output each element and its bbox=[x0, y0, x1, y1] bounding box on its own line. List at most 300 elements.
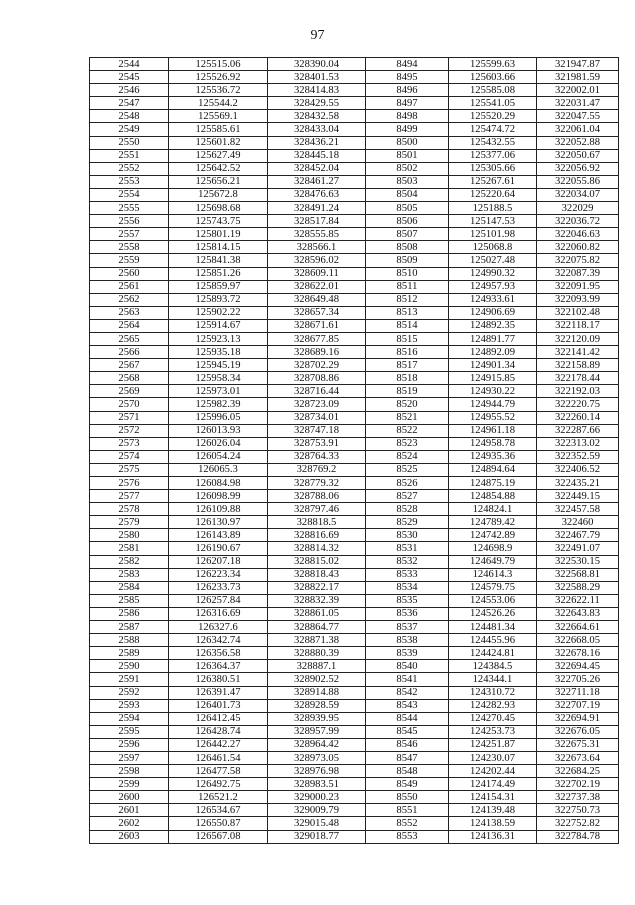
table-row bbox=[90, 503, 619, 516]
x-coordinate-cell: 124930.22 bbox=[449, 385, 537, 398]
point-number-cell: 8512 bbox=[366, 293, 449, 306]
table-row bbox=[90, 280, 619, 293]
y-coordinate-cell: 328797.46 bbox=[268, 503, 366, 516]
table-row bbox=[90, 660, 619, 673]
x-coordinate-cell: 125698.68 bbox=[169, 202, 268, 215]
x-coordinate-cell: 125541.05 bbox=[449, 97, 537, 110]
x-coordinate-cell: 125859.97 bbox=[169, 280, 268, 293]
y-coordinate-cell: 328622.01 bbox=[268, 280, 366, 293]
y-coordinate-cell: 328445.18 bbox=[268, 149, 366, 162]
y-coordinate-cell: 322091.95 bbox=[537, 280, 619, 293]
point-number-cell: 8542 bbox=[366, 686, 449, 699]
point-number-cell: 8503 bbox=[366, 175, 449, 188]
table-row bbox=[90, 110, 619, 123]
point-number-cell: 2563 bbox=[90, 306, 169, 319]
point-number-cell: 2551 bbox=[90, 149, 169, 162]
y-coordinate-cell: 322752.82 bbox=[537, 817, 619, 830]
table-row bbox=[90, 319, 619, 332]
point-number-cell: 2601 bbox=[90, 804, 169, 817]
y-coordinate-cell: 322530.15 bbox=[537, 555, 619, 568]
y-coordinate-cell: 328517.84 bbox=[268, 215, 366, 228]
table-row bbox=[90, 346, 619, 359]
x-coordinate-cell: 126143.89 bbox=[169, 529, 268, 542]
y-coordinate-cell: 328864.77 bbox=[268, 621, 366, 634]
y-coordinate-cell: 322055.86 bbox=[537, 175, 619, 188]
y-coordinate-cell: 322052.88 bbox=[537, 136, 619, 149]
y-coordinate-cell: 322435.21 bbox=[537, 477, 619, 490]
y-coordinate-cell: 328814.32 bbox=[268, 542, 366, 555]
y-coordinate-cell: 328657.34 bbox=[268, 306, 366, 319]
point-number-cell: 2592 bbox=[90, 686, 169, 699]
point-number-cell: 2597 bbox=[90, 751, 169, 764]
coordinate-table bbox=[89, 57, 619, 844]
point-number-cell: 2562 bbox=[90, 293, 169, 306]
table-row bbox=[90, 516, 619, 529]
page-number: 97 bbox=[310, 28, 325, 43]
x-coordinate-cell: 124526.26 bbox=[449, 607, 537, 620]
x-coordinate-cell: 126026.04 bbox=[169, 437, 268, 450]
table-row bbox=[90, 542, 619, 555]
point-number-cell: 2559 bbox=[90, 254, 169, 267]
y-coordinate-cell: 328702.29 bbox=[268, 359, 366, 372]
x-coordinate-cell: 125474.72 bbox=[449, 123, 537, 136]
table-row bbox=[90, 71, 619, 84]
y-coordinate-cell: 322467.79 bbox=[537, 529, 619, 542]
table-row bbox=[90, 621, 619, 634]
y-coordinate-cell: 322192.03 bbox=[537, 385, 619, 398]
y-coordinate-cell: 322673.64 bbox=[537, 751, 619, 764]
point-number-cell: 8496 bbox=[366, 84, 449, 97]
point-number-cell: 2569 bbox=[90, 385, 169, 398]
table-row bbox=[90, 215, 619, 228]
x-coordinate-cell: 124614.3 bbox=[449, 568, 537, 581]
y-coordinate-cell: 322178.44 bbox=[537, 372, 619, 385]
x-coordinate-cell: 124933.61 bbox=[449, 293, 537, 306]
table-row bbox=[90, 568, 619, 581]
table-row bbox=[90, 817, 619, 830]
y-coordinate-cell: 322120.09 bbox=[537, 332, 619, 345]
x-coordinate-cell: 124698.9 bbox=[449, 542, 537, 555]
y-coordinate-cell: 321947.87 bbox=[537, 58, 619, 71]
x-coordinate-cell: 124892.09 bbox=[449, 346, 537, 359]
point-number-cell: 2602 bbox=[90, 817, 169, 830]
point-number-cell: 8534 bbox=[366, 581, 449, 594]
point-number-cell: 8530 bbox=[366, 529, 449, 542]
y-coordinate-cell: 328822.17 bbox=[268, 581, 366, 594]
x-coordinate-cell: 126327.6 bbox=[169, 621, 268, 634]
y-coordinate-cell: 322046.63 bbox=[537, 228, 619, 241]
y-coordinate-cell: 329009.79 bbox=[268, 804, 366, 817]
x-coordinate-cell: 126391.47 bbox=[169, 686, 268, 699]
y-coordinate-cell: 322060.82 bbox=[537, 241, 619, 254]
x-coordinate-cell: 126013.93 bbox=[169, 424, 268, 437]
x-coordinate-cell: 126054.24 bbox=[169, 450, 268, 463]
point-number-cell: 8498 bbox=[366, 110, 449, 123]
point-number-cell: 8528 bbox=[366, 503, 449, 516]
point-number-cell: 8504 bbox=[366, 188, 449, 201]
point-number-cell: 2595 bbox=[90, 725, 169, 738]
x-coordinate-cell: 126207.18 bbox=[169, 555, 268, 568]
point-number-cell: 2566 bbox=[90, 346, 169, 359]
point-number-cell: 8518 bbox=[366, 372, 449, 385]
point-number-cell: 2547 bbox=[90, 97, 169, 110]
y-coordinate-cell: 322036.72 bbox=[537, 215, 619, 228]
x-coordinate-cell: 124742.89 bbox=[449, 529, 537, 542]
point-number-cell: 8547 bbox=[366, 751, 449, 764]
point-number-cell: 8535 bbox=[366, 594, 449, 607]
x-coordinate-cell: 125220.64 bbox=[449, 188, 537, 201]
x-coordinate-cell: 124230.07 bbox=[449, 751, 537, 764]
y-coordinate-cell: 322622.11 bbox=[537, 594, 619, 607]
y-coordinate-cell: 328818.5 bbox=[268, 516, 366, 529]
point-number-cell: 2568 bbox=[90, 372, 169, 385]
table-row bbox=[90, 293, 619, 306]
y-coordinate-cell: 328957.99 bbox=[268, 725, 366, 738]
x-coordinate-cell: 126233.73 bbox=[169, 581, 268, 594]
y-coordinate-cell: 322711.18 bbox=[537, 686, 619, 699]
point-number-cell: 8550 bbox=[366, 791, 449, 804]
x-coordinate-cell: 125982.39 bbox=[169, 398, 268, 411]
x-coordinate-cell: 125536.72 bbox=[169, 84, 268, 97]
table-row bbox=[90, 228, 619, 241]
point-number-cell: 2572 bbox=[90, 424, 169, 437]
x-coordinate-cell: 124906.69 bbox=[449, 306, 537, 319]
x-coordinate-cell: 126380.51 bbox=[169, 673, 268, 686]
x-coordinate-cell: 125672.8 bbox=[169, 188, 268, 201]
y-coordinate-cell: 328764.33 bbox=[268, 450, 366, 463]
x-coordinate-cell: 125841.38 bbox=[169, 254, 268, 267]
x-coordinate-cell: 124824.1 bbox=[449, 503, 537, 516]
table-row bbox=[90, 791, 619, 804]
point-number-cell: 2553 bbox=[90, 175, 169, 188]
point-number-cell: 8520 bbox=[366, 398, 449, 411]
x-coordinate-cell: 124344.1 bbox=[449, 673, 537, 686]
x-coordinate-cell: 126223.34 bbox=[169, 568, 268, 581]
point-number-cell: 8505 bbox=[366, 202, 449, 215]
point-number-cell: 8525 bbox=[366, 463, 449, 476]
table-row bbox=[90, 254, 619, 267]
x-coordinate-cell: 126190.67 bbox=[169, 542, 268, 555]
point-number-cell: 2582 bbox=[90, 555, 169, 568]
x-coordinate-cell: 124455.96 bbox=[449, 634, 537, 647]
x-coordinate-cell: 125814.15 bbox=[169, 241, 268, 254]
y-coordinate-cell: 322750.73 bbox=[537, 804, 619, 817]
point-number-cell: 2591 bbox=[90, 673, 169, 686]
x-coordinate-cell: 126428.74 bbox=[169, 725, 268, 738]
x-coordinate-cell: 126442.27 bbox=[169, 738, 268, 751]
x-coordinate-cell: 126461.54 bbox=[169, 751, 268, 764]
point-number-cell: 2599 bbox=[90, 778, 169, 791]
point-number-cell: 2584 bbox=[90, 581, 169, 594]
table-row bbox=[90, 437, 619, 450]
y-coordinate-cell: 322707.19 bbox=[537, 699, 619, 712]
x-coordinate-cell: 126412.45 bbox=[169, 712, 268, 725]
y-coordinate-cell: 322694.91 bbox=[537, 712, 619, 725]
point-number-cell: 8531 bbox=[366, 542, 449, 555]
x-coordinate-cell: 125996.05 bbox=[169, 411, 268, 424]
x-coordinate-cell: 125914.67 bbox=[169, 319, 268, 332]
table-row bbox=[90, 490, 619, 503]
y-coordinate-cell: 328433.04 bbox=[268, 123, 366, 136]
x-coordinate-cell: 124894.64 bbox=[449, 463, 537, 476]
table-row bbox=[90, 778, 619, 791]
point-number-cell: 2588 bbox=[90, 634, 169, 647]
point-number-cell: 2557 bbox=[90, 228, 169, 241]
x-coordinate-cell: 125027.48 bbox=[449, 254, 537, 267]
point-number-cell: 2548 bbox=[90, 110, 169, 123]
table-row bbox=[90, 581, 619, 594]
point-number-cell: 2561 bbox=[90, 280, 169, 293]
table-row bbox=[90, 188, 619, 201]
point-number-cell: 8526 bbox=[366, 477, 449, 490]
y-coordinate-cell: 328983.51 bbox=[268, 778, 366, 791]
y-coordinate-cell: 328816.69 bbox=[268, 529, 366, 542]
x-coordinate-cell: 125305.66 bbox=[449, 162, 537, 175]
x-coordinate-cell: 126477.58 bbox=[169, 765, 268, 778]
x-coordinate-cell: 125599.63 bbox=[449, 58, 537, 71]
point-number-cell: 8519 bbox=[366, 385, 449, 398]
x-coordinate-cell: 125656.21 bbox=[169, 175, 268, 188]
x-coordinate-cell: 125569.1 bbox=[169, 110, 268, 123]
x-coordinate-cell: 124154.31 bbox=[449, 791, 537, 804]
y-coordinate-cell: 328555.85 bbox=[268, 228, 366, 241]
table-row bbox=[90, 647, 619, 660]
x-coordinate-cell: 124139.48 bbox=[449, 804, 537, 817]
point-number-cell: 8502 bbox=[366, 162, 449, 175]
point-number-cell: 2578 bbox=[90, 503, 169, 516]
point-number-cell: 2576 bbox=[90, 477, 169, 490]
y-coordinate-cell: 322676.05 bbox=[537, 725, 619, 738]
point-number-cell: 2564 bbox=[90, 319, 169, 332]
y-coordinate-cell: 328902.52 bbox=[268, 673, 366, 686]
x-coordinate-cell: 126130.97 bbox=[169, 516, 268, 529]
x-coordinate-cell: 125743.75 bbox=[169, 215, 268, 228]
point-number-cell: 8536 bbox=[366, 607, 449, 620]
point-number-cell: 8507 bbox=[366, 228, 449, 241]
table-row bbox=[90, 686, 619, 699]
table-row bbox=[90, 607, 619, 620]
y-coordinate-cell: 328491.24 bbox=[268, 202, 366, 215]
x-coordinate-cell: 124915.85 bbox=[449, 372, 537, 385]
y-coordinate-cell: 322002.01 bbox=[537, 84, 619, 97]
y-coordinate-cell: 328609.11 bbox=[268, 267, 366, 280]
point-number-cell: 8548 bbox=[366, 765, 449, 778]
y-coordinate-cell: 329018.77 bbox=[268, 830, 366, 843]
y-coordinate-cell: 328414.83 bbox=[268, 84, 366, 97]
y-coordinate-cell: 328887.1 bbox=[268, 660, 366, 673]
point-number-cell: 2554 bbox=[90, 188, 169, 201]
point-number-cell: 2603 bbox=[90, 830, 169, 843]
x-coordinate-cell: 124854.88 bbox=[449, 490, 537, 503]
point-number-cell: 8533 bbox=[366, 568, 449, 581]
table-row bbox=[90, 267, 619, 280]
table-row bbox=[90, 332, 619, 345]
x-coordinate-cell: 124961.18 bbox=[449, 424, 537, 437]
x-coordinate-cell: 126257.84 bbox=[169, 594, 268, 607]
point-number-cell: 2580 bbox=[90, 529, 169, 542]
table-row bbox=[90, 463, 619, 476]
y-coordinate-cell: 322260.14 bbox=[537, 411, 619, 424]
x-coordinate-cell: 125068.8 bbox=[449, 241, 537, 254]
y-coordinate-cell: 328677.85 bbox=[268, 332, 366, 345]
point-number-cell: 2575 bbox=[90, 463, 169, 476]
y-coordinate-cell: 322087.39 bbox=[537, 267, 619, 280]
x-coordinate-cell: 124579.75 bbox=[449, 581, 537, 594]
x-coordinate-cell: 124253.73 bbox=[449, 725, 537, 738]
x-coordinate-cell: 124136.31 bbox=[449, 830, 537, 843]
y-coordinate-cell: 328461.27 bbox=[268, 175, 366, 188]
x-coordinate-cell: 124202.44 bbox=[449, 765, 537, 778]
y-coordinate-cell: 329000.23 bbox=[268, 791, 366, 804]
point-number-cell: 2598 bbox=[90, 765, 169, 778]
table-row bbox=[90, 398, 619, 411]
point-number-cell: 8529 bbox=[366, 516, 449, 529]
table-row bbox=[90, 202, 619, 215]
point-number-cell: 8497 bbox=[366, 97, 449, 110]
table-row bbox=[90, 634, 619, 647]
point-number-cell: 2594 bbox=[90, 712, 169, 725]
x-coordinate-cell: 125973.01 bbox=[169, 385, 268, 398]
x-coordinate-cell: 124957.93 bbox=[449, 280, 537, 293]
x-coordinate-cell: 124174.49 bbox=[449, 778, 537, 791]
y-coordinate-cell: 328401.53 bbox=[268, 71, 366, 84]
x-coordinate-cell: 124138.59 bbox=[449, 817, 537, 830]
y-coordinate-cell: 322220.75 bbox=[537, 398, 619, 411]
point-number-cell: 8546 bbox=[366, 738, 449, 751]
point-number-cell: 8494 bbox=[366, 58, 449, 71]
x-coordinate-cell: 124958.78 bbox=[449, 437, 537, 450]
table-row bbox=[90, 477, 619, 490]
y-coordinate-cell: 322668.05 bbox=[537, 634, 619, 647]
y-coordinate-cell: 328432.58 bbox=[268, 110, 366, 123]
y-coordinate-cell: 328436.21 bbox=[268, 136, 366, 149]
y-coordinate-cell: 322061.04 bbox=[537, 123, 619, 136]
point-number-cell: 2574 bbox=[90, 450, 169, 463]
y-coordinate-cell: 322664.61 bbox=[537, 621, 619, 634]
point-number-cell: 2567 bbox=[90, 359, 169, 372]
x-coordinate-cell: 125601.82 bbox=[169, 136, 268, 149]
table-row bbox=[90, 673, 619, 686]
y-coordinate-cell: 322031.47 bbox=[537, 97, 619, 110]
table-row bbox=[90, 136, 619, 149]
point-number-cell: 8516 bbox=[366, 346, 449, 359]
point-number-cell: 8508 bbox=[366, 241, 449, 254]
y-coordinate-cell: 322643.83 bbox=[537, 607, 619, 620]
point-number-cell: 8517 bbox=[366, 359, 449, 372]
x-coordinate-cell: 125642.52 bbox=[169, 162, 268, 175]
table-row bbox=[90, 149, 619, 162]
y-coordinate-cell: 328390.04 bbox=[268, 58, 366, 71]
x-coordinate-cell: 124892.35 bbox=[449, 319, 537, 332]
x-coordinate-cell: 124935.36 bbox=[449, 450, 537, 463]
y-coordinate-cell: 322406.52 bbox=[537, 463, 619, 476]
y-coordinate-cell: 322047.55 bbox=[537, 110, 619, 123]
y-coordinate-cell: 322158.89 bbox=[537, 359, 619, 372]
table-row bbox=[90, 594, 619, 607]
point-number-cell: 8543 bbox=[366, 699, 449, 712]
table-row bbox=[90, 529, 619, 542]
x-coordinate-cell: 126098.99 bbox=[169, 490, 268, 503]
x-coordinate-cell: 126534.67 bbox=[169, 804, 268, 817]
table-row bbox=[90, 162, 619, 175]
x-coordinate-cell: 125902.22 bbox=[169, 306, 268, 319]
point-number-cell: 8551 bbox=[366, 804, 449, 817]
y-coordinate-cell: 322449.15 bbox=[537, 490, 619, 503]
y-coordinate-cell: 328788.06 bbox=[268, 490, 366, 503]
y-coordinate-cell: 328914.88 bbox=[268, 686, 366, 699]
table-row bbox=[90, 725, 619, 738]
point-number-cell: 8537 bbox=[366, 621, 449, 634]
x-coordinate-cell: 125267.61 bbox=[449, 175, 537, 188]
point-number-cell: 2549 bbox=[90, 123, 169, 136]
x-coordinate-cell: 126356.58 bbox=[169, 647, 268, 660]
point-number-cell: 2589 bbox=[90, 647, 169, 660]
point-number-cell: 8506 bbox=[366, 215, 449, 228]
x-coordinate-cell: 124649.79 bbox=[449, 555, 537, 568]
point-number-cell: 8515 bbox=[366, 332, 449, 345]
x-coordinate-cell: 124990.32 bbox=[449, 267, 537, 280]
y-coordinate-cell: 328818.43 bbox=[268, 568, 366, 581]
x-coordinate-cell: 124424.81 bbox=[449, 647, 537, 660]
point-number-cell: 8513 bbox=[366, 306, 449, 319]
y-coordinate-cell: 328964.42 bbox=[268, 738, 366, 751]
point-number-cell: 8509 bbox=[366, 254, 449, 267]
y-coordinate-cell: 322287.66 bbox=[537, 424, 619, 437]
point-number-cell: 2544 bbox=[90, 58, 169, 71]
y-coordinate-cell: 322684.25 bbox=[537, 765, 619, 778]
point-number-cell: 8552 bbox=[366, 817, 449, 830]
x-coordinate-cell: 125585.08 bbox=[449, 84, 537, 97]
y-coordinate-cell: 322702.19 bbox=[537, 778, 619, 791]
y-coordinate-cell: 322075.82 bbox=[537, 254, 619, 267]
x-coordinate-cell: 124251.87 bbox=[449, 738, 537, 751]
y-coordinate-cell: 328928.59 bbox=[268, 699, 366, 712]
x-coordinate-cell: 126342.74 bbox=[169, 634, 268, 647]
point-number-cell: 8544 bbox=[366, 712, 449, 725]
y-coordinate-cell: 322694.45 bbox=[537, 660, 619, 673]
y-coordinate-cell: 321981.59 bbox=[537, 71, 619, 84]
x-coordinate-cell: 126567.08 bbox=[169, 830, 268, 843]
coordinate-table-body bbox=[90, 58, 619, 844]
y-coordinate-cell: 328939.95 bbox=[268, 712, 366, 725]
x-coordinate-cell: 125147.53 bbox=[449, 215, 537, 228]
point-number-cell: 8524 bbox=[366, 450, 449, 463]
table-row bbox=[90, 751, 619, 764]
x-coordinate-cell: 125923.13 bbox=[169, 332, 268, 345]
y-coordinate-cell: 322784.78 bbox=[537, 830, 619, 843]
point-number-cell: 8553 bbox=[366, 830, 449, 843]
x-coordinate-cell: 126521.2 bbox=[169, 791, 268, 804]
y-coordinate-cell: 328723.09 bbox=[268, 398, 366, 411]
y-coordinate-cell: 328716.44 bbox=[268, 385, 366, 398]
point-number-cell: 8495 bbox=[366, 71, 449, 84]
point-number-cell: 8523 bbox=[366, 437, 449, 450]
y-coordinate-cell: 322029 bbox=[537, 202, 619, 215]
table-row bbox=[90, 804, 619, 817]
y-coordinate-cell: 322313.02 bbox=[537, 437, 619, 450]
y-coordinate-cell: 322568.81 bbox=[537, 568, 619, 581]
point-number-cell: 8532 bbox=[366, 555, 449, 568]
x-coordinate-cell: 125520.29 bbox=[449, 110, 537, 123]
x-coordinate-cell: 124481.34 bbox=[449, 621, 537, 634]
x-coordinate-cell: 125627.49 bbox=[169, 149, 268, 162]
y-coordinate-cell: 322141.42 bbox=[537, 346, 619, 359]
point-number-cell: 2579 bbox=[90, 516, 169, 529]
y-coordinate-cell: 328429.55 bbox=[268, 97, 366, 110]
x-coordinate-cell: 125515.06 bbox=[169, 58, 268, 71]
point-number-cell: 8545 bbox=[366, 725, 449, 738]
point-number-cell: 2573 bbox=[90, 437, 169, 450]
